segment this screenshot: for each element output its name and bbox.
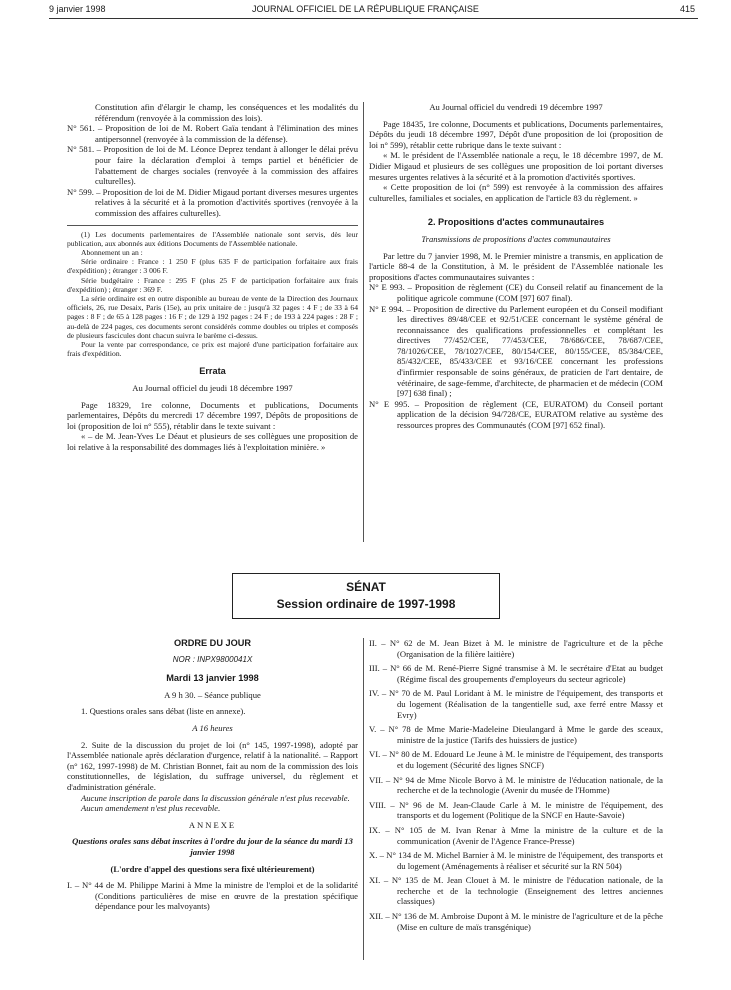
question-item: VI. – N° 80 de M. Edouard Le Jeune à M. le ministre de l'équipement, des transports et du logement (Sécurité des lignes SNCF) <box>369 749 663 770</box>
question-item: X. – N° 134 de M. Michel Barnier à M. le ministre de l'équipement, des transports et du logement (Aménagements à réaliser et sécurité sur la RN 504) <box>369 850 663 871</box>
list-item: N° 581. – Proposition de loi de M. Léonce Deprez tendant à allonger le délai prévu pour faire la déclaration d'emploi à temps partiel et bénéficier de l'abattement de charges sociales (renvoyée à la commission des affaires culturelles). <box>67 144 358 187</box>
agenda-note: Aucun amendement n'est plus recevable. <box>81 803 221 814</box>
list-item: N° 561. – Proposition de loi de M. Robert Gaïa tendant à l'élimination des mines antipersonnel (renvoyée à la commission de la défense). <box>67 123 358 144</box>
column-divider-bottom <box>363 638 364 960</box>
errata-paragraph: Page 18329, 1re colonne, Documents et publications, Documents parlementaires, Dépôts du mercredi 17 décembre 1997, Dépôts de propositions de loi (proposition de loi n° 555), rétablir dans le texte suivant : <box>67 399 358 431</box>
section-subtitle: Transmissions de propositions d'actes communautaires <box>421 233 611 244</box>
journal-reference: Au Journal officiel du vendredi 19 décembre 1997 <box>429 102 603 112</box>
paragraph: « Cette proposition de loi (n° 599) est renvoyée à la commission des affaires culturelles, familiales et sociales, en application de l'article 83 du règlement. » <box>369 182 663 203</box>
senat-title: SÉNAT <box>346 580 386 594</box>
agenda-item: 2. Suite de la discussion du projet de loi (n° 145, 1997-1998), adopté par l'Assemblée nationale après déclaration d'urgence, relatif à la nationalité. – Rapport (n° 162, 1997-1998) de M. Christian Bonnet, fait au nom de la commission des lois constitutionnelles, de législation, du suffrage universel, du règlement et d'administration générale. <box>67 739 358 792</box>
header-date: 9 janvier 1998 <box>49 4 106 14</box>
list-item: N° 599. – Proposition de loi de M. Didier Migaud portant diverses mesures urgentes relatives à la sécurité et à la promotion d'activités sportives (renvoyée à la commission des affaires culturelles). <box>67 186 358 218</box>
header-rule <box>49 18 698 19</box>
column-1 <box>67 102 358 453</box>
continued-text: Constitution afin d'élargir le champ, les conséquences et les modalités du référendum (renvoyée à la commission des lois). <box>95 102 358 123</box>
question-item: XII. – N° 136 de M. Ambroise Dupont à M. le ministre de l'agriculture et de la pêche (Mise en culture de maïs transgénique) <box>369 911 663 932</box>
question-item: VIII. – N° 96 de M. Jean-Claude Carle à M. le ministre de l'équipement, des transports et du logement (Politique de la SNCF en Haute-Savoie) <box>369 799 663 821</box>
list-item: N° E 995. – Proposition de règlement (CE, EURATOM) du Conseil portant application de la décision 94/728/CE, EURATOM relative au système des ressources propres des Communautés (COM [97] 652 final). <box>369 398 663 431</box>
agenda-title: ORDRE DU JOUR <box>173 638 252 648</box>
footnote-line: La série ordinaire est en outre disponible au bureau de vente de la Direction des Journaux officiels, 26, rue Desaix, Paris (15e), au prix unitaire de : jusqu'à 32 pages : 4 F ; de 33 à 64 pages : 8 F ; de 65 à 128 pages : 16 F ; de 129 à 192 pages : 24 F ; de 193 à 224 pages : 28 F ; au-delà de 224 pages, ces documents seront considérés comme doubles ou triples et composés de plusieurs fascicules dont chacun suivra le barème ci-dessus. <box>67 293 358 340</box>
errata-title: Errata <box>199 366 226 377</box>
column-2 <box>369 102 663 431</box>
errata-paragraph: « – de M. Jean-Yves Le Déaut et plusieurs de ses collègues une proposition de loi relative à la responsabilité des dommages liés à l'exploitation minière. » <box>67 431 358 452</box>
question-item: IV. – N° 70 de M. Paul Loridant à M. le ministre de l'équipement, des transports et du logement (Réalisation de la tangentielle sud, axe ferré entre Massy et Evry) <box>369 688 663 720</box>
paragraph: « M. le président de l'Assemblée nationale a reçu, le 18 décembre 1997, de M. Didier Migaud et plusieurs de ses collègues une proposition de loi portant diverses mesures urgentes relatives à la sécurité et à la promotion d'activités sportives. <box>369 150 663 182</box>
footnote-line: Série ordinaire : France : 1 250 F (plus 635 F de participation forfaitaire aux frais d'expédition) ; étranger : 3 006 F. <box>67 257 358 276</box>
errata-reference: Au Journal officiel du jeudi 18 décembre 1997 <box>132 382 293 393</box>
question-item: XI. – N° 135 de M. Jean Clouet à M. le ministre de l'éducation nationale, de la recherche et de la technologie (Enseignement des lettres anciennes classiques) <box>369 875 663 907</box>
section-title: 2. Propositions d'actes communautaires <box>427 217 605 228</box>
question-item: I. – N° 44 de M. Philippe Marini à Mme la ministre de l'emploi et de la solidarité (Conditions particulières de mise en œuvre de la prestation spécifique dépendance pour les malvoyants) <box>67 880 358 912</box>
agenda-time: A 16 heures <box>192 722 233 733</box>
paragraph: Page 18435, 1re colonne, Documents et publications, Documents parlementaires, Dépôts du jeudi 18 décembre 1997, Dépôt d'une proposition de loi (proposition de loi n° 599), rétablir cette rubrique dans le texte suivant : <box>369 118 663 150</box>
column-divider-top <box>363 102 364 542</box>
agenda-date: Mardi 13 janvier 1998 <box>166 673 259 684</box>
agenda-note: Aucune inscription de parole dans la discussion générale n'est plus recevable. <box>81 792 350 803</box>
annexe-title: ANNEXE <box>188 819 237 830</box>
question-item: IX. – N° 105 de M. Ivan Renar à Mme la ministre de la culture et de la communication (Avenir de l'Agence France-Presse) <box>369 824 663 846</box>
page-header <box>0 0 731 18</box>
intro-paragraph: Par lettre du 7 janvier 1998, M. le Premier ministre a transmis, en application de l'article 88-4 de la Constitution, à M. le président de l'Assemblée nationale les propositions d'actes communautaires suivantes : <box>369 250 663 282</box>
question-item: VII. – N° 94 de Mme Nicole Borvo à M. le ministre de l'éducation nationale, de la recherche et de la technologie (Avenir du musée de l'Homme) <box>369 774 663 796</box>
footnote <box>67 230 358 359</box>
list-item: N° E 993. – Proposition de règlement (CE) du Conseil relatif au financement de la politique agricole commune (COM [97] 607 final). <box>369 282 663 303</box>
column-4 <box>369 638 663 936</box>
agenda-time: A 9 h 30. – Séance publique <box>164 689 261 700</box>
footnote-line: Pour la vente par correspondance, ce prix est majoré d'une participation forfaitaire aux frais d'expédition. <box>67 339 358 359</box>
footnote-line: Série budgétaire : France : 295 F (plus 25 F de participation forfaitaire aux frais d'expédition) ; étranger : 369 F. <box>67 275 358 294</box>
column-3 <box>67 638 358 912</box>
page-number: 415 <box>679 4 695 14</box>
question-item: II. – N° 62 de M. Jean Bizet à M. le ministre de l'agriculture et de la pêche (Organisation de la filière laitière) <box>369 638 663 659</box>
footnote-rule <box>67 225 358 226</box>
question-item: V. – N° 78 de Mme Marie-Madeleine Dieulangard à Mme le garde des sceaux, ministre de la justice (Tarifs des huissiers de justice) <box>369 724 663 745</box>
annexe-heading: Questions orales sans débat inscrites à l'ordre du jour de la séance du mardi 13 janvier 1998 <box>72 836 353 857</box>
question-item: III. – N° 66 de M. René-Pierre Signé transmise à M. le secrétaire d'Etat au budget (Régime fiscal des groupements d'employeurs du secteur agricole) <box>369 663 663 684</box>
agenda-item: 1. Questions orales sans débat (liste en annexe). <box>81 706 246 717</box>
session-title: Session ordinaire de 1997-1998 <box>276 597 456 611</box>
annexe-subheading: (L'ordre d'appel des questions sera fixé ultérieurement) <box>110 863 315 874</box>
footnote-line: Abonnement un an : <box>81 247 143 257</box>
list-item: N° E 994. – Proposition de directive du Parlement européen et du Conseil modifiant les directives 89/48/CEE et 92/51/CEE concernant le système général de reconnaissance des qualifications professionnelles et complétant les directives 77/452/CEE, 77/453/CEE, 78/686/CEE, 78/687/CEE, 78/1026/CEE, 78/1027/CEE, 80/154/CEE, 80/155/CEE, 85/384/CEE, 85/432/CEE, 85/433/CEE et 93/16/CEE concernant les professions d'infirmier responsable de soins généraux, de praticien de l'art dentaire, de vétérinaire, de sage-femme, d'architecte, de pharmacien et de médecin (COM [97] 638 final) ; <box>369 303 663 399</box>
header-title: JOURNAL OFFICIEL DE LA RÉPUBLIQUE FRANÇAISE <box>252 4 479 14</box>
footnote-line: (1) Les documents parlementaires de l'Assemblée nationale sont servis, dès leur publication, aux abonnés aux éditions Documents de l'Assemblée nationale. <box>67 229 358 248</box>
senat-banner <box>232 573 500 619</box>
nor-reference: NOR : INPX9800041X <box>172 654 253 664</box>
